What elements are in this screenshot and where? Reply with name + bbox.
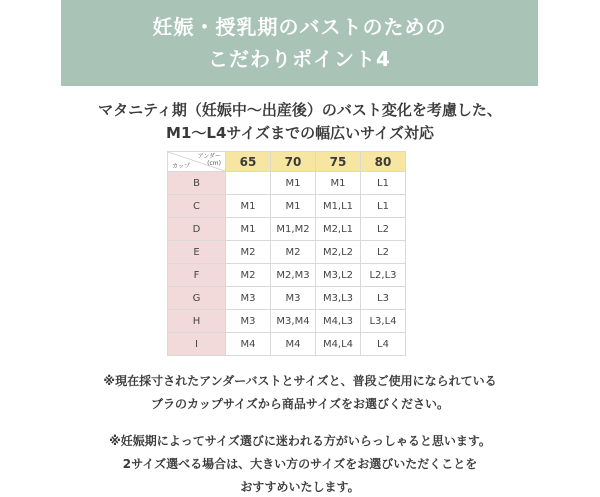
size-cell: M3,L2 (316, 264, 361, 287)
table-row (168, 241, 406, 264)
column-header: 75 (316, 152, 361, 172)
size-cell: M4,L4 (316, 333, 361, 356)
table-row (168, 287, 406, 310)
cup-label: G (168, 287, 226, 310)
table-row (168, 310, 406, 333)
column-header: 70 (271, 152, 316, 172)
size-cell: M1,L1 (316, 195, 361, 218)
size-cell: L3 (361, 287, 406, 310)
table-row (168, 264, 406, 287)
subtitle-line1: マタニティ期（妊娠中〜出産後）のバスト変化を考慮した、 (98, 101, 502, 119)
size-cell: M1 (316, 172, 361, 195)
size-cell: L1 (361, 172, 406, 195)
size-cell: M2,L2 (316, 241, 361, 264)
size-cell: M3,L3 (316, 287, 361, 310)
corner-label-under: アンダー (cm) (197, 153, 221, 167)
table-row (168, 333, 406, 356)
size-cell: L2,L3 (361, 264, 406, 287)
cup-label: E (168, 241, 226, 264)
note-line1: ※現在採寸されたアンダーバストとサイズと、普段ご使用になられている (103, 374, 497, 388)
size-cell: L1 (361, 195, 406, 218)
size-cell: M3 (226, 310, 271, 333)
column-header: 80 (361, 152, 406, 172)
table-row (168, 172, 406, 195)
size-cell: M4 (226, 333, 271, 356)
size-cell: L2 (361, 241, 406, 264)
size-cell: L4 (361, 333, 406, 356)
banner-title-line1: 妊娠・授乳期のバストのための (152, 15, 447, 39)
cup-label: B (168, 172, 226, 195)
table-row (168, 195, 406, 218)
note-line5: おすすめいたします。 (240, 480, 360, 494)
subtitle-line2: M1〜L4サイズまでの幅広いサイズ対応 (166, 124, 434, 142)
size-cell (226, 172, 271, 195)
size-cell: M4 (271, 333, 316, 356)
size-cell: M1,M2 (271, 218, 316, 241)
size-cell: L3,L4 (361, 310, 406, 333)
size-cell: M2 (226, 241, 271, 264)
size-table (167, 151, 406, 356)
size-cell: M2,M3 (271, 264, 316, 287)
size-cell: M2,L1 (316, 218, 361, 241)
size-table-header-row (168, 152, 406, 172)
title-banner (61, 0, 538, 86)
size-cell: M2 (226, 264, 271, 287)
cup-label: D (168, 218, 226, 241)
corner-label-cup: カップ (172, 163, 190, 170)
cup-label: I (168, 333, 226, 356)
size-cell: M1 (226, 218, 271, 241)
cup-label: H (168, 310, 226, 333)
size-cell: M1 (271, 172, 316, 195)
banner-title-line2: こだわりポイント4 (208, 47, 391, 71)
note-line2: ブラのカップサイズから商品サイズをお選びください。 (151, 397, 449, 411)
cup-label: C (168, 195, 226, 218)
size-cell: M3 (271, 287, 316, 310)
size-cell: M1 (226, 195, 271, 218)
table-row (168, 218, 406, 241)
size-cell: M1 (271, 195, 316, 218)
size-cell: L2 (361, 218, 406, 241)
size-cell: M4,L3 (316, 310, 361, 333)
size-cell: M2 (271, 241, 316, 264)
table-corner-cell (168, 152, 226, 172)
note-line3: ※妊娠期によってサイズ選びに迷われる方がいらっしゃると思います。 (109, 434, 491, 448)
cup-label: F (168, 264, 226, 287)
note-line4: 2サイズ選べる場合は、大きい方のサイズをお選びいただくことを (122, 457, 478, 471)
size-cell: M3 (226, 287, 271, 310)
size-cell: M3,M4 (271, 310, 316, 333)
column-header: 65 (226, 152, 271, 172)
